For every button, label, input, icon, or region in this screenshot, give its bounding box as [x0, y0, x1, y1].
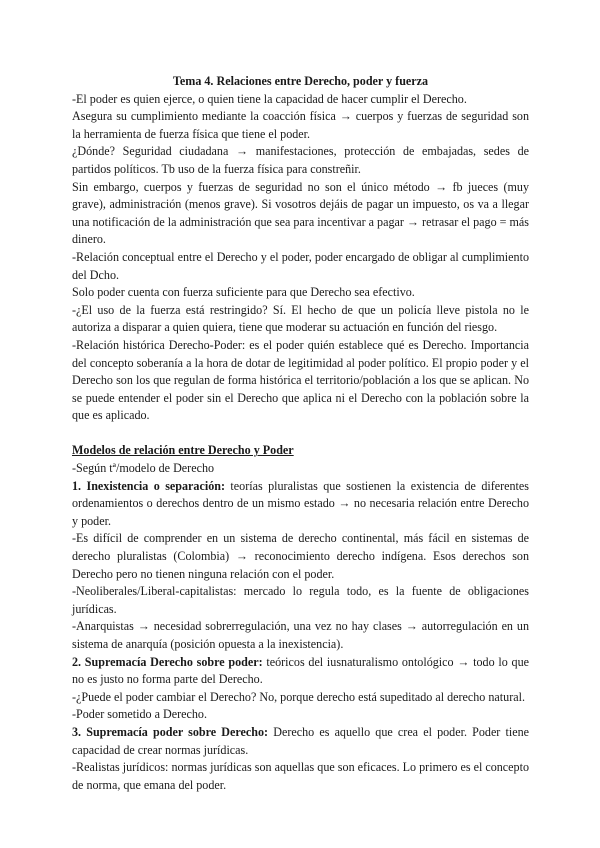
model-1-paragraph — [72, 478, 529, 531]
model-3-lead: 3. Supremacía poder sobre Derecho: — [72, 724, 269, 739]
section-heading: Modelos de relación entre Derecho y Poder — [72, 443, 294, 458]
paragraph: -Relación histórica Derecho-Poder: es el poder quién establece qué es Derecho. Importancia del concepto soberanía a la hora de dotar de legitimidad al poder político. El propio poder y el Derecho son los que regulan de forma histórica el territorio/población a los que se aplican. No se puede entender el poder sin el Derecho que aplica ni el Derecho con la población sobre la que es aplicado. — [72, 337, 529, 423]
paragraph: -Relación conceptual entre el Derecho y el poder, poder encargado de obligar al cumplimiento del Dcho. — [72, 249, 529, 282]
model-1-text: teorías pluralistas que sostienen la existencia de diferentes ordenamientos o derechos dentro de un mismo estado → no necesaria relación entre Derecho y poder. — [72, 478, 529, 528]
model-1-lead: 1. Inexistencia o separación: — [72, 478, 225, 493]
paragraph: -Anarquistas → necesidad sobrerregulación, una vez no hay clases → autorregulación en un sistema de anarquía (posición opuesta a la inexistencia). — [72, 619, 529, 651]
paragraph: -¿El uso de la fuerza está restringido? Sí. El hecho de que un policía lleve pistola no le autoriza a disparar a quien quiera, tiene que moderar su actuación en función del riesgo. — [72, 302, 529, 335]
paragraph: Sin embargo, cuerpos y fuerzas de seguridad no son el único método → fb jueces (muy grave), administración (menos grave). Si vosotros dejáis de pagar un impuesto, os va a llegar una notificación de la administración que sea para incentivar a pagar → retrasar el pago = más dinero. — [72, 179, 529, 247]
model-3-paragraph — [72, 724, 529, 759]
section-subheading: -Según tª/modelo de Derecho — [72, 461, 215, 476]
paragraph: Asegura su cumplimiento mediante la coacción física → cuerpos y fuerzas de seguridad son la herramienta de fuerza física que tiene el poder. — [72, 109, 529, 141]
paragraph: -El poder es quien ejerce, o quien tiene la capacidad de hacer cumplir el Derecho. — [72, 91, 467, 106]
model-2-lead: 2. Supremacía Derecho sobre poder: — [72, 654, 263, 669]
paragraph: ¿Dónde? Seguridad ciudadana → manifestaciones, protección de embajadas, sedes de partidos políticos. Tb uso de la fuerza física para constreñir. — [72, 144, 529, 176]
page-title: Tema 4. Relaciones entre Derecho, poder y fuerza — [172, 74, 429, 88]
model-3-text: Derecho es aquello que crea el poder. Poder tiene capacidad de crear normas jurídicas. — [72, 724, 529, 757]
paragraph: -Poder sometido a Derecho. — [72, 707, 208, 722]
paragraph: -¿Puede el poder cambiar el Derecho? No, porque derecho está supeditado al derecho natural. — [72, 689, 525, 704]
model-2-paragraph — [72, 654, 529, 689]
paragraph: -Neoliberales/Liberal-capitalistas: mercado lo regula todo, es la fuente de obligaciones jurídicas. — [72, 584, 529, 616]
blank-line — [72, 425, 529, 443]
paragraph: Solo poder cuenta con fuerza suficiente para que Derecho sea efectivo. — [72, 285, 415, 300]
model-2-text: teóricos del iusnaturalismo ontológico → todo lo que no es justo no forma parte del Derecho. — [72, 654, 529, 687]
paragraph: -Es difícil de comprender en un sistema de derecho continental, más fácil en sistemas de derecho pluralistas (Colombia) → reconocimiento derecho indígena. Esos derechos son Derecho pero no tienen ninguna relación con el poder. — [72, 531, 529, 581]
paragraph: -Realistas jurídicos: normas jurídicas son aquellas que son eficaces. Lo primero es el concepto de norma, que emana del poder. — [72, 760, 529, 792]
